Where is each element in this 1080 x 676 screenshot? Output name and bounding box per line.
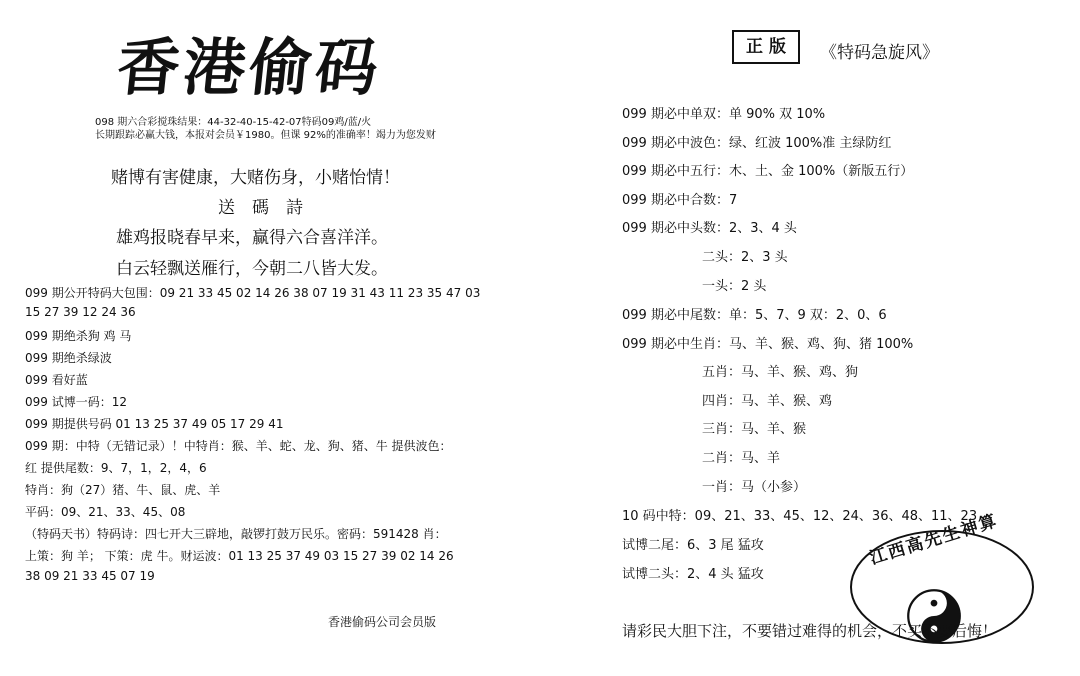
left-footer: 香港偷码公司会员版 [328,615,437,629]
right-line: 二肖：马、羊 [702,451,781,466]
left-line: 099 期：中特（无错记录）！中特肖：猴、羊、蛇、龙、狗、猪、牛 提供波色： [25,439,452,453]
right-line: 三肖：马、羊、猴 [702,422,807,437]
right-line: 099 期必中尾数：单：5、7、9 双：2、0、6 [622,308,887,323]
right-line: 四肖：马、羊、猴、鸡 [702,394,833,409]
left-line: 38 09 21 33 45 07 19 [25,569,155,583]
left-line: 特肖：狗（27）猪、牛、鼠、虎、羊 [25,483,221,497]
stamp-text: 江西高先生神算 [867,510,1001,569]
right-line: 099 期必中单双：单 90% 双 10% [622,107,826,122]
left-line: 099 期公开特码大包围：09 21 33 45 02 14 26 38 07 19 31 43 11 23 35 47 03 [25,286,481,300]
right-line: 099 期必中波色：绿、红波 100%准 主绿防红 [622,136,892,151]
left-line: 099 期绝杀狗 鸡 马 [25,329,132,343]
poem-line-1: 雄鸡报晓春早来，赢得六合喜洋洋。 [116,228,388,248]
right-line: 试博二头：2、4 头 猛攻 [622,567,764,582]
right-title: 《特码急旋风》 [820,43,939,63]
left-line: （特码天书）特码诗：四七开大三辟地，敲锣打鼓万民乐。密码：591428 肖： [25,527,447,541]
poem-line-2: 白云轻飘送雁行，今朝二八皆大发。 [116,259,388,279]
right-line: 试博二尾：6、3 尾 猛攻 [622,538,764,553]
right-line: 099 期必中五行：木、土、金 100%（新版五行） [622,164,914,179]
right-line: 二头：2、3 头 [702,250,788,265]
right-line: 一头：2 头 [702,279,767,294]
left-line: 099 看好蓝 [25,373,88,387]
right-line: 一肖：马（小参） [702,480,807,495]
left-line: 099 试博一码：12 [25,395,127,409]
bottom-note: 请彩民大胆下注，不要错过难得的机会，不买不要后悔！ [622,622,998,640]
left-line: 099 期绝杀绿波 [25,351,112,365]
right-line: 099 期必中合数：7 [622,193,738,208]
left-line: 15 27 39 12 24 36 [25,305,136,319]
newspaper-title: 香港偷码 [113,31,386,104]
right-line: 099 期必中生肖：马、羊、猴、鸡、狗、猪 100% [622,337,914,352]
slogan: 赌博有害健康，大赌伤身，小赌怡情！ [111,168,400,188]
left-line: 099 期提供号码 01 13 25 37 49 05 17 29 41 [25,417,284,431]
left-line: 上策：狗 羊； 下策：虎 牛。财运波：01 13 25 37 49 03 15 27 39 02 14 26 [25,549,454,563]
poem-title: 送 碼 詩 [218,198,303,218]
header-line-2: 长期跟踪必赢大钱，本报对会员￥1980。但课 92%的准确率！竭力为您发财 [95,130,436,141]
right-line: 10 码中特：09、21、33、45、12、24、36、48、11、23 [622,509,978,524]
right-line: 099 期必中头数：2、3、4 头 [622,221,797,236]
zhengban-badge: 正 版 [732,30,800,64]
right-line: 五肖：马、羊、猴、鸡、狗 [702,365,859,380]
left-line: 平码：09、21、33、45、08 [25,505,186,519]
header-line-1: 098 期六合彩搅珠结果：44-32-40-15-42-07特码09鸡/蓝/火 [95,117,372,128]
left-line: 红 提供尾数：9、7，1，2，4，6 [25,461,207,475]
